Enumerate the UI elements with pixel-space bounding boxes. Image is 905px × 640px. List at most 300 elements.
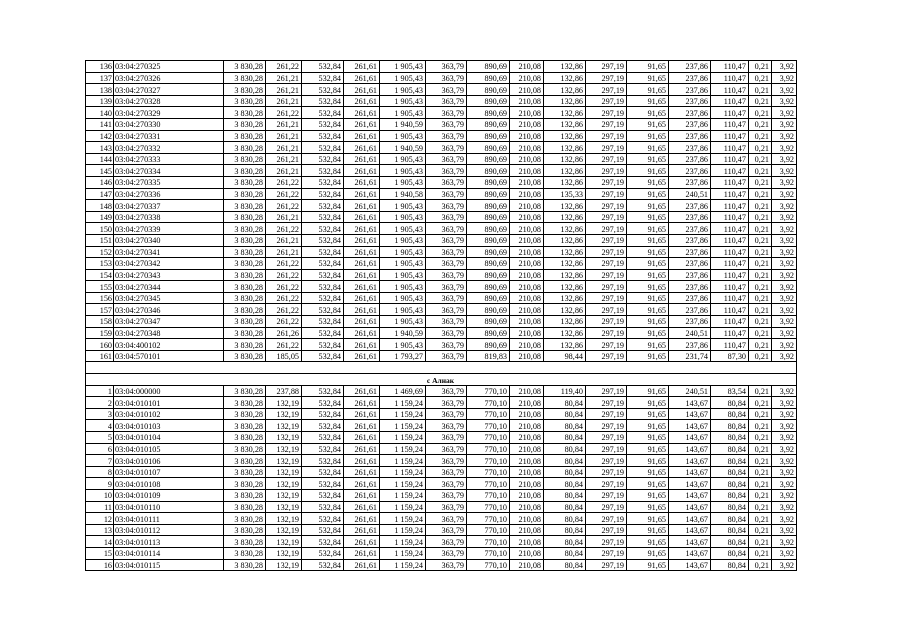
value-cell: 890,69 — [467, 72, 510, 84]
value-cell: 532,84 — [302, 327, 344, 339]
value-cell: 91,65 — [627, 223, 669, 235]
value-cell: 0,21 — [749, 455, 772, 467]
value-cell: 261,21 — [266, 246, 302, 258]
value-cell: 1 159,24 — [380, 432, 426, 444]
value-cell: 132,86 — [544, 234, 586, 246]
value-cell: 261,61 — [344, 176, 380, 188]
value-cell: 261,22 — [266, 61, 302, 73]
value-cell: 1 159,24 — [380, 524, 426, 536]
value-cell: 363,79 — [426, 84, 467, 96]
cadastral-code-cell: 03:04:270343 — [114, 269, 224, 281]
blank-cell — [86, 362, 797, 374]
value-cell: 1 159,24 — [380, 466, 426, 478]
value-cell: 3,92 — [772, 397, 797, 409]
table-row — [86, 501, 797, 513]
value-cell: 532,84 — [302, 234, 344, 246]
value-cell: 3 830,28 — [224, 142, 266, 154]
value-cell: 80,84 — [544, 443, 586, 455]
value-cell: 240,51 — [669, 385, 711, 397]
table-row — [86, 536, 797, 548]
data-table — [85, 60, 797, 571]
value-cell: 261,61 — [344, 478, 380, 490]
row-number-cell: 148 — [86, 200, 114, 212]
value-cell: 363,79 — [426, 466, 467, 478]
value-cell: 297,19 — [586, 536, 627, 548]
value-cell: 0,21 — [749, 443, 772, 455]
value-cell: 80,84 — [544, 455, 586, 467]
value-cell: 135,33 — [544, 188, 586, 200]
row-number-cell: 7 — [86, 455, 114, 467]
value-cell: 210,08 — [510, 118, 544, 130]
value-cell: 261,21 — [266, 95, 302, 107]
value-cell: 80,84 — [544, 408, 586, 420]
value-cell: 890,69 — [467, 327, 510, 339]
value-cell: 132,86 — [544, 153, 586, 165]
value-cell: 132,86 — [544, 269, 586, 281]
value-cell: 80,84 — [544, 432, 586, 444]
value-cell: 0,21 — [749, 547, 772, 559]
value-cell: 1 905,43 — [380, 304, 426, 316]
cadastral-code-cell: 03:04:010101 — [114, 397, 224, 409]
value-cell: 1 905,43 — [380, 130, 426, 142]
value-cell: 3 830,28 — [224, 130, 266, 142]
value-cell: 210,08 — [510, 188, 544, 200]
value-cell: 261,21 — [266, 142, 302, 154]
section-row — [86, 374, 797, 386]
value-cell: 132,19 — [266, 408, 302, 420]
table-row — [86, 339, 797, 351]
value-cell: 143,67 — [669, 455, 711, 467]
value-cell: 3,92 — [772, 513, 797, 525]
value-cell: 532,84 — [302, 455, 344, 467]
table-row — [86, 524, 797, 536]
value-cell: 890,69 — [467, 292, 510, 304]
value-cell: 261,61 — [344, 316, 380, 328]
value-cell: 91,65 — [627, 200, 669, 212]
value-cell: 890,69 — [467, 130, 510, 142]
value-cell: 3,92 — [772, 489, 797, 501]
value-cell: 3,92 — [772, 200, 797, 212]
value-cell: 210,08 — [510, 513, 544, 525]
value-cell: 91,65 — [627, 547, 669, 559]
value-cell: 297,19 — [586, 385, 627, 397]
value-cell: 1 159,24 — [380, 489, 426, 501]
value-cell: 532,84 — [302, 223, 344, 235]
value-cell: 532,84 — [302, 269, 344, 281]
value-cell: 1 940,58 — [380, 188, 426, 200]
value-cell: 297,19 — [586, 350, 627, 362]
value-cell: 237,86 — [669, 142, 711, 154]
row-number-cell: 2 — [86, 397, 114, 409]
row-number-cell: 153 — [86, 258, 114, 270]
table-row — [86, 118, 797, 130]
value-cell: 91,65 — [627, 118, 669, 130]
value-cell: 1 905,43 — [380, 339, 426, 351]
value-cell: 1 159,24 — [380, 420, 426, 432]
value-cell: 143,67 — [669, 443, 711, 455]
value-cell: 297,19 — [586, 524, 627, 536]
value-cell: 3 830,28 — [224, 188, 266, 200]
value-cell: 0,21 — [749, 489, 772, 501]
value-cell: 143,67 — [669, 524, 711, 536]
value-cell: 210,08 — [510, 95, 544, 107]
value-cell: 80,84 — [544, 536, 586, 548]
value-cell: 0,21 — [749, 281, 772, 293]
value-cell: 3 830,28 — [224, 211, 266, 223]
value-cell: 132,19 — [266, 443, 302, 455]
value-cell: 91,65 — [627, 246, 669, 258]
value-cell: 80,84 — [711, 397, 749, 409]
value-cell: 532,84 — [302, 200, 344, 212]
value-cell: 80,84 — [544, 489, 586, 501]
value-cell: 143,67 — [669, 547, 711, 559]
value-cell: 532,84 — [302, 281, 344, 293]
value-cell: 261,61 — [344, 408, 380, 420]
row-number-cell: 140 — [86, 107, 114, 119]
value-cell: 3,92 — [772, 118, 797, 130]
value-cell: 532,84 — [302, 547, 344, 559]
cadastral-code-cell: 03:04:270346 — [114, 304, 224, 316]
value-cell: 210,08 — [510, 211, 544, 223]
table-row — [86, 292, 797, 304]
row-number-cell: 8 — [86, 466, 114, 478]
value-cell: 237,86 — [669, 95, 711, 107]
value-cell: 0,21 — [749, 339, 772, 351]
value-cell: 0,21 — [749, 466, 772, 478]
row-number-cell: 1 — [86, 385, 114, 397]
value-cell: 363,79 — [426, 176, 467, 188]
table-row — [86, 165, 797, 177]
value-cell: 261,61 — [344, 501, 380, 513]
value-cell: 91,65 — [627, 513, 669, 525]
value-cell: 261,61 — [344, 211, 380, 223]
value-cell: 363,79 — [426, 501, 467, 513]
value-cell: 1 940,59 — [380, 118, 426, 130]
row-number-cell: 147 — [86, 188, 114, 200]
table-row — [86, 269, 797, 281]
value-cell: 3,92 — [772, 420, 797, 432]
value-cell: 363,79 — [426, 547, 467, 559]
value-cell: 1 905,43 — [380, 84, 426, 96]
value-cell: 0,21 — [749, 501, 772, 513]
value-cell: 210,08 — [510, 339, 544, 351]
value-cell: 363,79 — [426, 188, 467, 200]
value-cell: 3 830,28 — [224, 95, 266, 107]
value-cell: 91,65 — [627, 397, 669, 409]
table-row — [86, 223, 797, 235]
value-cell: 210,08 — [510, 84, 544, 96]
value-cell: 363,79 — [426, 234, 467, 246]
cadastral-code-cell: 03:04:270341 — [114, 246, 224, 258]
value-cell: 261,21 — [266, 211, 302, 223]
value-cell: 261,61 — [344, 130, 380, 142]
value-cell: 261,21 — [266, 72, 302, 84]
value-cell: 363,79 — [426, 130, 467, 142]
cadastral-code-cell: 03:04:000000 — [114, 385, 224, 397]
value-cell: 80,84 — [711, 547, 749, 559]
value-cell: 3,92 — [772, 234, 797, 246]
cadastral-code-cell: 03:04:010110 — [114, 501, 224, 513]
cadastral-code-cell: 03:04:270344 — [114, 281, 224, 293]
value-cell: 0,21 — [749, 107, 772, 119]
value-cell: 110,47 — [711, 118, 749, 130]
value-cell: 80,84 — [711, 559, 749, 571]
value-cell: 237,86 — [669, 107, 711, 119]
value-cell: 532,84 — [302, 339, 344, 351]
value-cell: 261,61 — [344, 350, 380, 362]
value-cell: 3,92 — [772, 316, 797, 328]
value-cell: 80,84 — [711, 432, 749, 444]
cadastral-code-cell: 03:04:010105 — [114, 443, 224, 455]
value-cell: 261,61 — [344, 443, 380, 455]
row-number-cell: 136 — [86, 61, 114, 73]
value-cell: 532,84 — [302, 130, 344, 142]
row-number-cell: 149 — [86, 211, 114, 223]
value-cell: 261,61 — [344, 234, 380, 246]
value-cell: 80,84 — [544, 420, 586, 432]
value-cell: 363,79 — [426, 478, 467, 490]
value-cell: 91,65 — [627, 176, 669, 188]
value-cell: 237,86 — [669, 84, 711, 96]
value-cell: 210,08 — [510, 455, 544, 467]
row-number-cell: 152 — [86, 246, 114, 258]
value-cell: 890,69 — [467, 95, 510, 107]
value-cell: 3 830,28 — [224, 385, 266, 397]
value-cell: 3 830,28 — [224, 176, 266, 188]
value-cell: 91,65 — [627, 501, 669, 513]
value-cell: 297,19 — [586, 292, 627, 304]
value-cell: 770,10 — [467, 478, 510, 490]
cadastral-code-cell: 03:04:270340 — [114, 234, 224, 246]
value-cell: 532,84 — [302, 501, 344, 513]
table-row — [86, 234, 797, 246]
value-cell: 363,79 — [426, 536, 467, 548]
table-row — [86, 72, 797, 84]
value-cell: 143,67 — [669, 501, 711, 513]
value-cell: 363,79 — [426, 165, 467, 177]
value-cell: 363,79 — [426, 107, 467, 119]
table-section — [86, 362, 797, 385]
value-cell: 532,84 — [302, 292, 344, 304]
value-cell: 261,61 — [344, 397, 380, 409]
value-cell: 297,19 — [586, 281, 627, 293]
row-number-cell: 12 — [86, 513, 114, 525]
value-cell: 210,08 — [510, 107, 544, 119]
value-cell: 143,67 — [669, 420, 711, 432]
value-cell: 237,86 — [669, 130, 711, 142]
value-cell: 261,61 — [344, 524, 380, 536]
value-cell: 363,79 — [426, 420, 467, 432]
value-cell: 890,69 — [467, 188, 510, 200]
row-number-cell: 156 — [86, 292, 114, 304]
value-cell: 363,79 — [426, 339, 467, 351]
value-cell: 143,67 — [669, 478, 711, 490]
value-cell: 132,86 — [544, 61, 586, 73]
value-cell: 261,61 — [344, 95, 380, 107]
value-cell: 132,86 — [544, 223, 586, 235]
value-cell: 363,79 — [426, 269, 467, 281]
value-cell: 237,86 — [669, 281, 711, 293]
value-cell: 91,65 — [627, 420, 669, 432]
value-cell: 532,84 — [302, 188, 344, 200]
value-cell: 532,84 — [302, 385, 344, 397]
value-cell: 363,79 — [426, 443, 467, 455]
value-cell: 890,69 — [467, 142, 510, 154]
value-cell: 3 830,28 — [224, 84, 266, 96]
value-cell: 261,61 — [344, 559, 380, 571]
value-cell: 210,08 — [510, 443, 544, 455]
value-cell: 237,86 — [669, 339, 711, 351]
value-cell: 1 905,43 — [380, 72, 426, 84]
row-number-cell: 3 — [86, 408, 114, 420]
value-cell: 110,47 — [711, 84, 749, 96]
value-cell: 363,79 — [426, 118, 467, 130]
value-cell: 210,08 — [510, 327, 544, 339]
cadastral-code-cell: 03:04:010115 — [114, 559, 224, 571]
value-cell: 1 905,43 — [380, 176, 426, 188]
table-row — [86, 466, 797, 478]
value-cell: 363,79 — [426, 316, 467, 328]
value-cell: 0,21 — [749, 478, 772, 490]
row-number-cell: 9 — [86, 478, 114, 490]
value-cell: 819,83 — [467, 350, 510, 362]
value-cell: 770,10 — [467, 559, 510, 571]
value-cell: 261,61 — [344, 107, 380, 119]
value-cell: 237,86 — [669, 176, 711, 188]
value-cell: 890,69 — [467, 246, 510, 258]
value-cell: 91,65 — [627, 385, 669, 397]
value-cell: 98,44 — [544, 350, 586, 362]
table-row — [86, 513, 797, 525]
value-cell: 297,19 — [586, 72, 627, 84]
table-row — [86, 281, 797, 293]
value-cell: 91,65 — [627, 432, 669, 444]
table-row — [86, 95, 797, 107]
value-cell: 110,47 — [711, 316, 749, 328]
row-number-cell: 4 — [86, 420, 114, 432]
value-cell: 143,67 — [669, 466, 711, 478]
row-number-cell: 142 — [86, 130, 114, 142]
value-cell: 91,65 — [627, 524, 669, 536]
row-number-cell: 137 — [86, 72, 114, 84]
table-row — [86, 142, 797, 154]
row-number-cell: 6 — [86, 443, 114, 455]
value-cell: 143,67 — [669, 559, 711, 571]
value-cell: 3,92 — [772, 408, 797, 420]
value-cell: 770,10 — [467, 432, 510, 444]
value-cell: 210,08 — [510, 524, 544, 536]
table-row — [86, 61, 797, 73]
value-cell: 3 830,28 — [224, 292, 266, 304]
value-cell: 110,47 — [711, 142, 749, 154]
value-cell: 80,84 — [711, 478, 749, 490]
value-cell: 297,19 — [586, 153, 627, 165]
value-cell: 3 830,28 — [224, 559, 266, 571]
value-cell: 3,92 — [772, 478, 797, 490]
value-cell: 1 159,24 — [380, 408, 426, 420]
value-cell: 91,65 — [627, 536, 669, 548]
value-cell: 0,21 — [749, 258, 772, 270]
cadastral-code-cell: 03:04:010103 — [114, 420, 224, 432]
value-cell: 363,79 — [426, 432, 467, 444]
row-number-cell: 143 — [86, 142, 114, 154]
value-cell: 261,61 — [344, 258, 380, 270]
value-cell: 297,19 — [586, 432, 627, 444]
value-cell: 91,65 — [627, 292, 669, 304]
value-cell: 237,86 — [669, 61, 711, 73]
value-cell: 770,10 — [467, 443, 510, 455]
value-cell: 1 159,24 — [380, 443, 426, 455]
value-cell: 297,19 — [586, 269, 627, 281]
cadastral-code-cell: 03:04:270347 — [114, 316, 224, 328]
value-cell: 363,79 — [426, 513, 467, 525]
value-cell: 532,84 — [302, 350, 344, 362]
value-cell: 110,47 — [711, 339, 749, 351]
row-number-cell: 13 — [86, 524, 114, 536]
row-number-cell: 141 — [86, 118, 114, 130]
value-cell: 91,65 — [627, 72, 669, 84]
value-cell: 297,19 — [586, 84, 627, 96]
value-cell: 297,19 — [586, 246, 627, 258]
blank-row — [86, 362, 797, 374]
value-cell: 261,26 — [266, 327, 302, 339]
cadastral-code-cell: 03:04:010108 — [114, 478, 224, 490]
value-cell: 1 793,27 — [380, 350, 426, 362]
value-cell: 890,69 — [467, 153, 510, 165]
value-cell: 532,84 — [302, 107, 344, 119]
cadastral-code-cell: 03:04:270327 — [114, 84, 224, 96]
value-cell: 91,65 — [627, 211, 669, 223]
value-cell: 1 905,43 — [380, 211, 426, 223]
value-cell: 297,19 — [586, 142, 627, 154]
value-cell: 91,65 — [627, 107, 669, 119]
value-cell: 132,19 — [266, 455, 302, 467]
value-cell: 110,47 — [711, 304, 749, 316]
value-cell: 110,47 — [711, 61, 749, 73]
value-cell: 532,84 — [302, 443, 344, 455]
value-cell: 91,65 — [627, 316, 669, 328]
value-cell: 532,84 — [302, 489, 344, 501]
value-cell: 0,21 — [749, 61, 772, 73]
value-cell: 297,19 — [586, 188, 627, 200]
value-cell: 297,19 — [586, 339, 627, 351]
value-cell: 110,47 — [711, 223, 749, 235]
value-cell: 261,61 — [344, 61, 380, 73]
value-cell: 1 905,43 — [380, 107, 426, 119]
value-cell: 237,86 — [669, 234, 711, 246]
value-cell: 297,19 — [586, 200, 627, 212]
value-cell: 297,19 — [586, 165, 627, 177]
value-cell: 210,08 — [510, 269, 544, 281]
value-cell: 210,08 — [510, 489, 544, 501]
value-cell: 91,65 — [627, 61, 669, 73]
value-cell: 261,61 — [344, 432, 380, 444]
value-cell: 297,19 — [586, 466, 627, 478]
value-cell: 132,86 — [544, 165, 586, 177]
value-cell: 261,22 — [266, 304, 302, 316]
cadastral-code-cell: 03:04:270334 — [114, 165, 224, 177]
value-cell: 261,61 — [344, 327, 380, 339]
value-cell: 3,92 — [772, 84, 797, 96]
value-cell: 210,08 — [510, 397, 544, 409]
table-row — [86, 130, 797, 142]
value-cell: 3,92 — [772, 72, 797, 84]
value-cell: 261,61 — [344, 223, 380, 235]
row-number-cell: 144 — [86, 153, 114, 165]
row-number-cell: 155 — [86, 281, 114, 293]
value-cell: 80,84 — [544, 524, 586, 536]
value-cell: 80,84 — [544, 559, 586, 571]
